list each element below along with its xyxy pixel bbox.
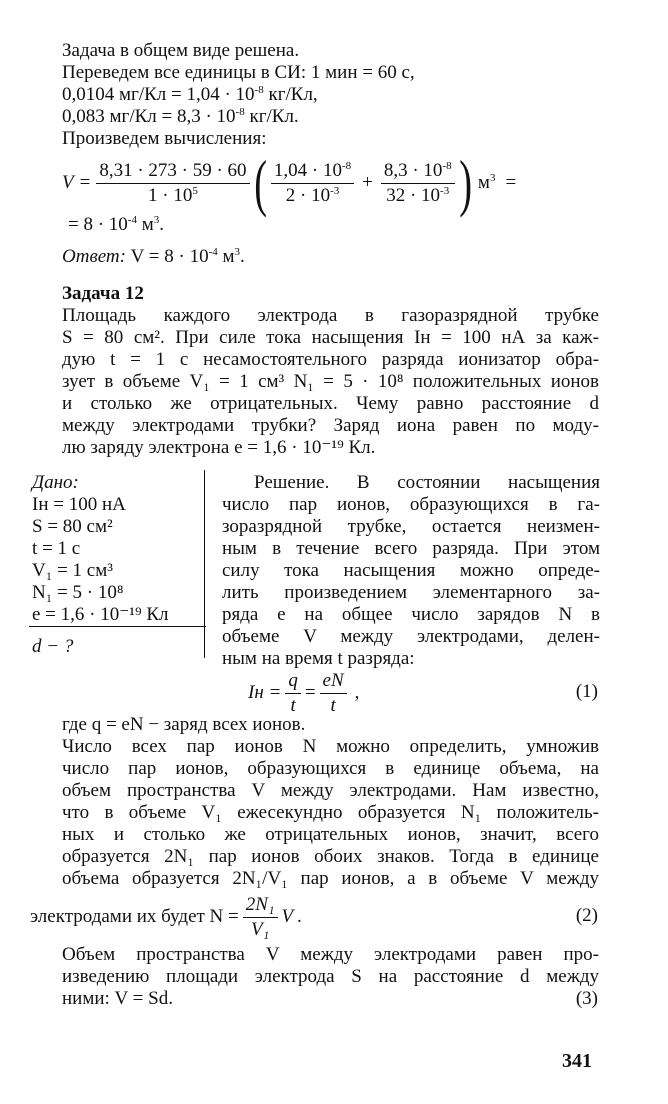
task-line: лю заряду электрона e = 1,6 · 10⁻¹⁹ Кл. (62, 437, 376, 458)
solution-line: число пар ионов, образующихся в га- (222, 494, 600, 515)
text-line: изведению площади электрода S на расстояние d между (62, 966, 599, 987)
task-line: Площадь каждого электрода в газоразрядной трубке (62, 305, 599, 326)
solution-line: Решение. В состоянии насыщения (254, 472, 600, 493)
text-line: ними: V = Sd. (62, 988, 173, 1009)
text-line: 0,083 $мг/Кл = 8,3 \cdot 10^{-8}$ кг/Кл. (62, 106, 299, 127)
page-number: 341 (562, 1050, 592, 1072)
solution-line: лить произведением элементарного за- (222, 582, 600, 603)
given-item: S = 80 см² (32, 516, 113, 537)
text-line: Число всех пар ионов N можно определить, умножив (62, 736, 599, 757)
given-title: Дано: (32, 472, 79, 493)
equation-number: (3) (575, 988, 598, 1009)
task-line: дую t = 1 с несамостоятельного разряда ионизатор обра- (62, 349, 599, 370)
solution-line: зоразрядной трубке, остается неизмен- (222, 516, 600, 537)
text-line: где q = eN − заряд всех ионов. (62, 714, 306, 735)
equation-2: электродами их будет N = $\frac{\text{2N₁}}{\text{V₁}}$ V . (30, 893, 303, 940)
given-item: N₁ = 5 · 10⁸ (32, 582, 124, 603)
text-line: Переведем все единицы в СИ: 1 мин = 60 с, (62, 62, 415, 83)
given-item: V₁ = 1 см³ (32, 560, 113, 581)
text-line: образуется 2N₁ пар ионов обоих знаков. Тогда в единице (62, 846, 599, 867)
formula-volume: V = $\frac{8,31 \cdot 273 \cdot 59 \cdot 60}{1 \cdot 10^5}$ ( $\frac{1,04 \cdot 10^{-8}}{2 \cdot 10^{-3}}$ + $\frac{8,3 \cdot 10^{-8}}{32 \cdot 10^{-3}}$ ) $м^3$ = (62, 147, 517, 218)
task-line: между электродами трубки? Заряд иона равен по моду- (62, 415, 599, 436)
equation-number: (2) (575, 905, 598, 926)
text-line: Произведем вычисления: (62, 128, 267, 149)
answer: Ответ: $V = 8 \cdot 10^{-4}$ $м^3$. (62, 246, 245, 267)
solution-line: объеме V между электродами, делен- (222, 626, 600, 647)
text-line: объема образуется 2N₁/V₁ пар ионов, а в объеме V между (62, 868, 599, 889)
text-line: объем пространства V между электродами. Нам известно, (62, 780, 599, 801)
task-line: зует в объеме V₁ = 1 см³ N₁ = 5 · 10⁸ положительных ионов (62, 371, 599, 392)
equation-1: Iн = $\frac{q}{t}$ = $\frac{eN}{t}$ , (248, 669, 360, 716)
text-line: ных и столько же отрицательных ионов, значит, всего (62, 824, 599, 845)
task-line: и столько же отрицательных. Чему равно расстояние d (62, 393, 599, 414)
given-item: e = 1,6 · 10⁻¹⁹ Кл (32, 604, 169, 625)
solution-line: ряда e на общее число зарядов N в (222, 604, 600, 625)
task-title: Задача 12 (62, 283, 144, 304)
given-item: t = 1 с (32, 538, 81, 559)
given-divider (29, 626, 206, 627)
text-line: число пар ионов, образующихся в единице объема, на (62, 758, 599, 779)
given-find: d − ? (32, 636, 74, 657)
task-line: S = 80 см². При силе тока насыщения Iн = 100 нА за каж- (62, 327, 599, 348)
solution-line: ным в течение всего разряда. При этом (222, 538, 600, 559)
equation-number: (1) (575, 681, 598, 702)
solution-line: ным на время t разряда: (222, 648, 415, 669)
given-separator (204, 470, 205, 658)
text-line: Объем пространства V между электродами равен про- (62, 944, 599, 965)
text-line: 0,0104 $мг/Кл = 1,04 \cdot 10^{-8}$ кг/Кл, (62, 84, 318, 105)
formula-result: = $8 \cdot 10^{-4}$ $м^3$. (68, 214, 164, 235)
text-line: Задача в общем виде решена. (62, 40, 300, 61)
text-line: что в объеме V₁ ежесекундно образуется N₁ положитель- (62, 802, 599, 823)
solution-line: силу тока насыщения можно опреде- (222, 560, 600, 581)
given-item: Iн = 100 нА (32, 494, 126, 515)
